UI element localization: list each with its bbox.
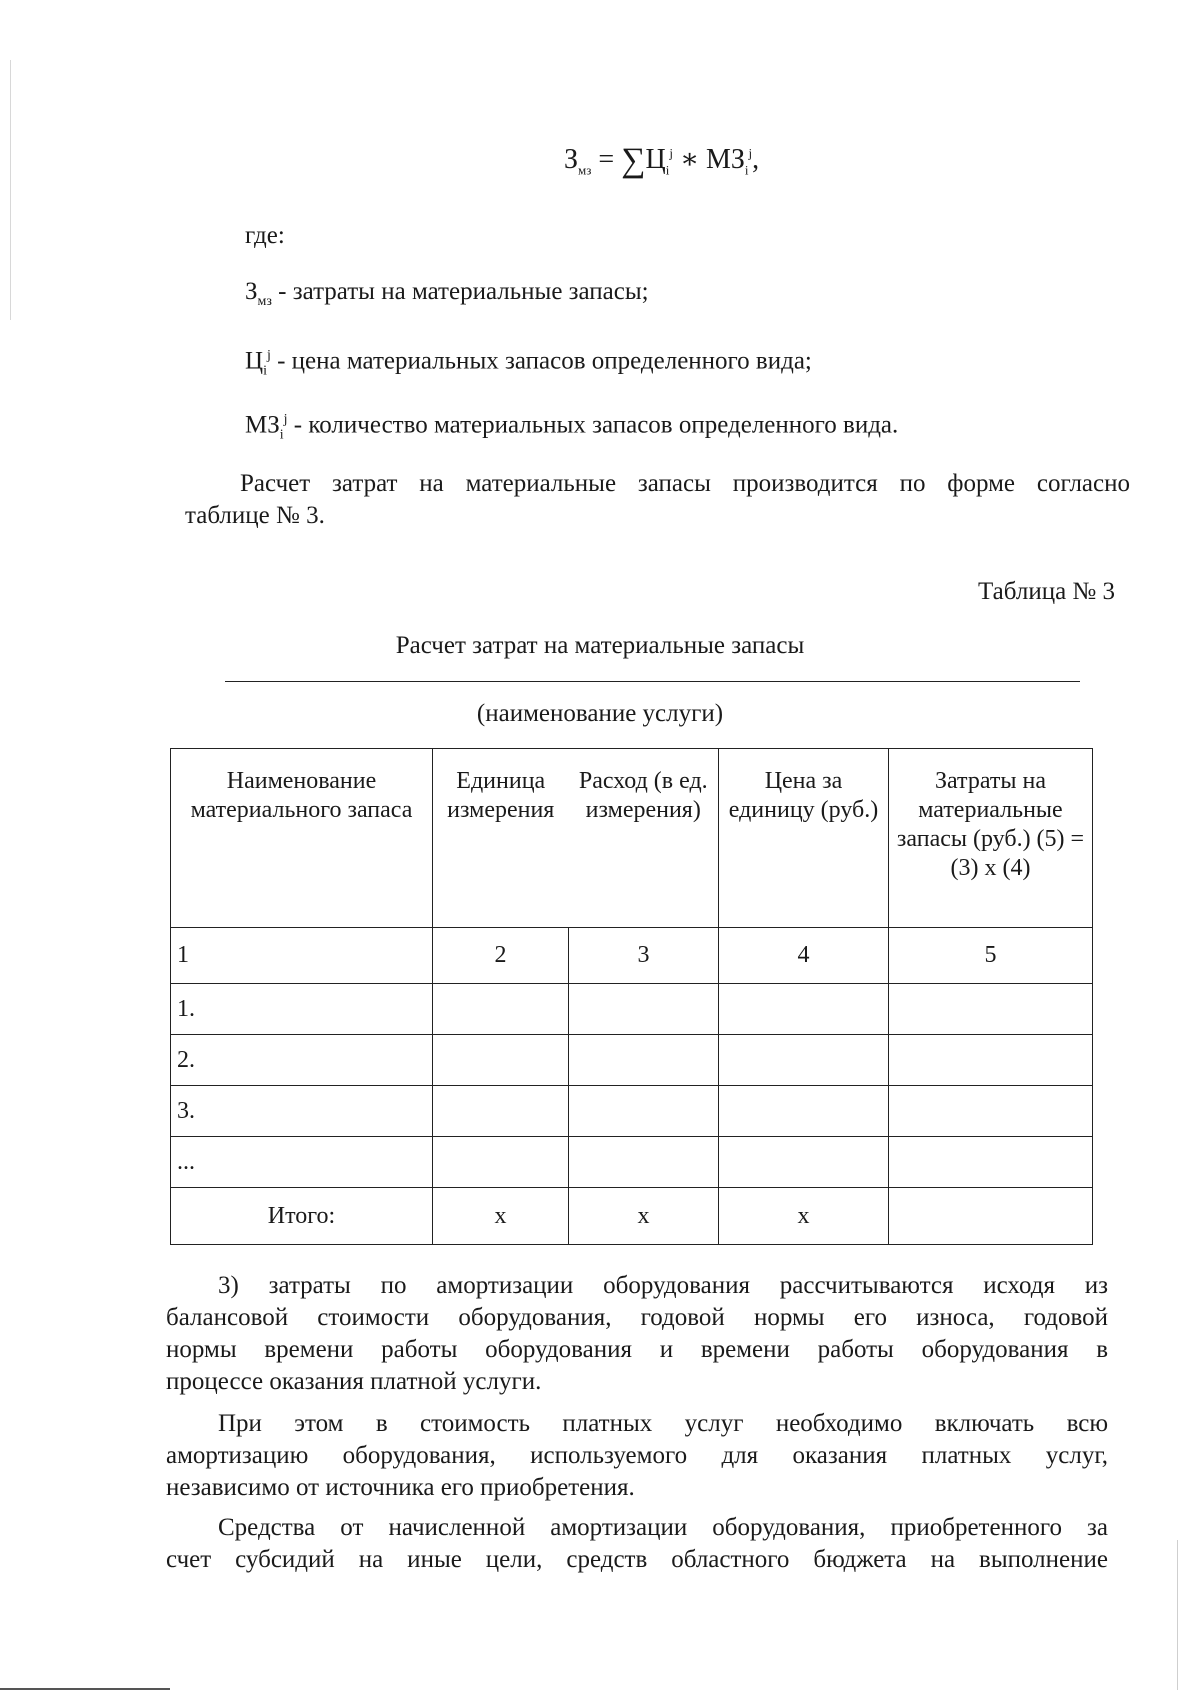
definition-quantity: $МЗ_i^j$ - количество материальных запасов определенного вида.: [245, 411, 899, 443]
paragraph-line: балансовой стоимости оборудования, годовой нормы его износа, годовой: [166, 1304, 1108, 1331]
where-label: где:: [245, 222, 285, 249]
header-cell: Затраты на материальные запасы (руб.) (5) = (3) х (4): [889, 749, 1093, 928]
table-row: [171, 1086, 1093, 1137]
table-cell: [433, 984, 569, 1035]
column-number-row: [171, 928, 1093, 984]
table-row: [171, 1137, 1093, 1188]
table-cell: [569, 1035, 719, 1086]
total-mark: х: [569, 1188, 719, 1245]
scan-edge-line: [0, 1688, 170, 1690]
table-header-row: [171, 749, 1093, 928]
scan-edge-line: [10, 60, 11, 320]
materials-cost-table: [170, 748, 1093, 1245]
table-cell: [719, 1086, 889, 1137]
cost-formula: $З_{мз} = \sum Ц_i^j$ ∗ $МЗ_i^j$,: [564, 142, 760, 179]
paragraph-line: амортизацию оборудования, используемого для оказания платных услуг,: [166, 1442, 1108, 1469]
definition-price: $Ц_i^j$ - цена материальных запасов определенного вида;: [245, 347, 812, 379]
total-label: Итого:: [171, 1188, 433, 1245]
table-cell: [569, 984, 719, 1035]
total-row: [171, 1188, 1093, 1245]
definition-cost: $З_{мз}$ - затраты на материальные запасы;: [245, 278, 649, 309]
paragraph-line: процессе оказания платной услуги.: [166, 1368, 542, 1395]
table-label: Таблица № 3: [978, 578, 1116, 605]
paragraph-line: счет субсидий на иные цели, средств областного бюджета на выполнение: [166, 1546, 1108, 1573]
table-cell: [433, 1137, 569, 1188]
header-cell: Расход (в ед. измерения): [569, 749, 719, 928]
table-title: Расчет затрат на материальные запасы: [395, 632, 805, 659]
table-cell: [719, 1137, 889, 1188]
total-value: [889, 1188, 1093, 1245]
table-cell: [433, 1035, 569, 1086]
header-cell: Единица измерения: [433, 749, 569, 928]
table-cell: [889, 1086, 1093, 1137]
paragraph-line: При этом в стоимость платных услуг необходимо включать всю: [218, 1410, 1108, 1437]
service-name-line: [225, 681, 1080, 682]
column-number: 1: [171, 928, 433, 984]
table-cell: [889, 984, 1093, 1035]
row-label: 1.: [171, 984, 433, 1035]
column-number: 2: [433, 928, 569, 984]
paragraph-line: независимо от источника его приобретения.: [166, 1474, 635, 1501]
row-label: 2.: [171, 1035, 433, 1086]
paragraph-line: 3) затраты по амортизации оборудования рассчитываются исходя из: [218, 1272, 1108, 1299]
table-cell: [719, 984, 889, 1035]
header-cell: Цена за единицу (руб.): [719, 749, 889, 928]
table-cell: [433, 1086, 569, 1137]
table-cell: [569, 1086, 719, 1137]
row-label: 3.: [171, 1086, 433, 1137]
total-mark: х: [433, 1188, 569, 1245]
table-row: [171, 1035, 1093, 1086]
column-number: 5: [889, 928, 1093, 984]
paragraph-line: Средства от начисленной амортизации оборудования, приобретенного за: [218, 1514, 1108, 1541]
total-mark: х: [719, 1188, 889, 1245]
intro-paragraph: Расчет затрат на материальные запасы производится по форме согласно: [240, 470, 1130, 497]
table-row: [171, 984, 1093, 1035]
row-label: ...: [171, 1137, 433, 1188]
scan-edge-line: [1177, 1540, 1178, 1690]
column-number: 4: [719, 928, 889, 984]
table-cell: [719, 1035, 889, 1086]
table-cell: [889, 1137, 1093, 1188]
table-cell: [889, 1035, 1093, 1086]
intro-paragraph-end: таблице № 3.: [185, 502, 325, 529]
table-cell: [569, 1137, 719, 1188]
header-cell: Наименование материального запаса: [171, 749, 433, 928]
paragraph-line: нормы времени работы оборудования и времени работы оборудования в: [166, 1336, 1108, 1363]
column-number: 3: [569, 928, 719, 984]
service-caption: (наименование услуги): [476, 700, 724, 727]
